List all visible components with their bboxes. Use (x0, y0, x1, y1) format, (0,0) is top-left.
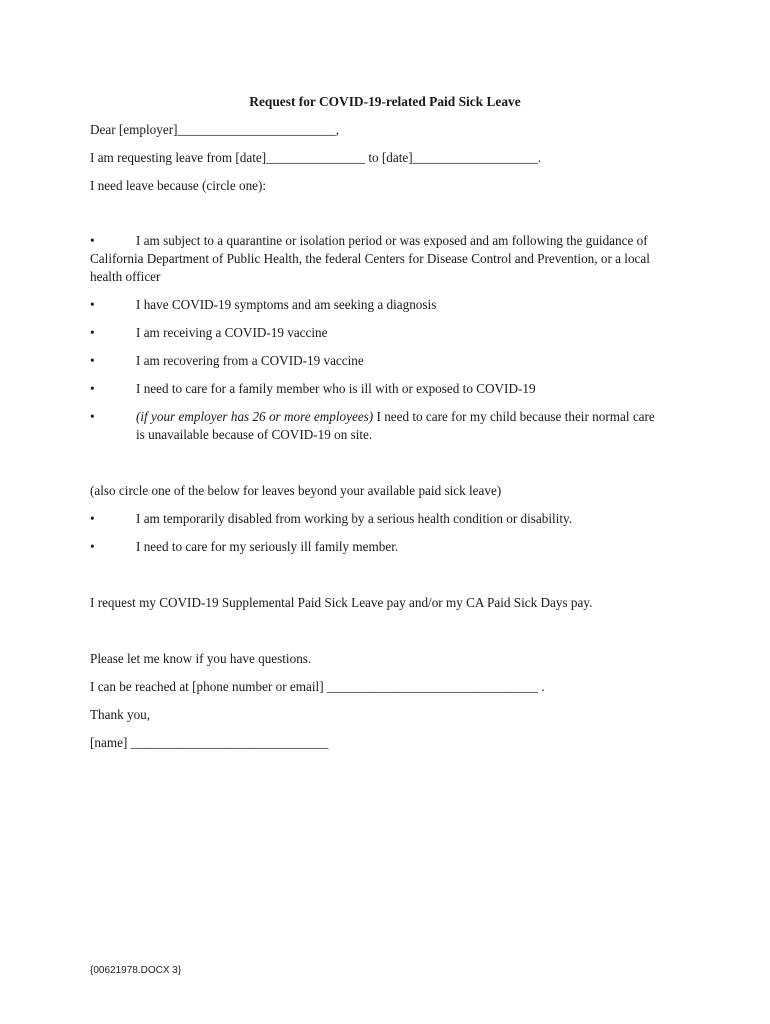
contact-line: I can be reached at [phone number or email] ________________________________ . (90, 679, 545, 694)
greeting-line: Dear [employer]________________________, (90, 122, 340, 137)
questions-line: Please let me know if you have questions. (90, 651, 312, 666)
reason-text-line2: California Department of Public Health, the federal Centers for Disease Control and Prevention, or a local (90, 251, 650, 266)
bullet-icon: • (90, 325, 95, 340)
bullet-icon: • (90, 539, 95, 554)
letter-title: Request for COVID-19-related Paid Sick Leave (249, 94, 521, 109)
closing-line: Thank you, (90, 707, 151, 722)
reason-text: I am receiving a COVID-19 vaccine (136, 325, 328, 340)
employer-size-condition: (if your employer has 26 or more employees) (136, 409, 374, 424)
document-footer-code: {00621978.DOCX 3} (90, 965, 182, 976)
reason-text: I have COVID-19 symptoms and am seeking a diagnosis (136, 297, 437, 312)
signature-line: [name] ______________________________ (90, 735, 329, 750)
bullet-icon: • (90, 353, 95, 368)
reason-text: I am temporarily disabled from working by a serious health condition or disability. (136, 511, 573, 526)
request-dates-line: I am requesting leave from [date]_______________ to [date]___________________. (90, 150, 542, 165)
reason-intro: I need leave because (circle one): (90, 178, 267, 193)
bullet-icon: • (90, 297, 95, 312)
bullet-icon: • (90, 409, 95, 424)
reason-text-line3: health officer (90, 269, 161, 284)
reason-text (136, 408, 666, 444)
reason-text-line1: I am subject to a quarantine or isolation period or was exposed and am following the guidance of (136, 233, 648, 248)
bullet-icon: • (90, 381, 95, 396)
bullet-icon: • (90, 233, 95, 248)
reason-text: I am recovering from a COVID-19 vaccine (136, 353, 364, 368)
bullet-icon: • (90, 511, 95, 526)
extended-intro: (also circle one of the below for leaves beyond your available paid sick leave) (90, 483, 502, 498)
pay-request-line: I request my COVID-19 Supplemental Paid Sick Leave pay and/or my CA Paid Sick Days pay. (90, 595, 593, 610)
reason-text: I need to care for a family member who is ill with or exposed to COVID-19 (136, 381, 536, 396)
reason-text: I need to care for my seriously ill family member. (136, 539, 399, 554)
child-care-text: I need to care for my child because their normal care is unavailable because of COVID-19 on site. (136, 409, 655, 442)
